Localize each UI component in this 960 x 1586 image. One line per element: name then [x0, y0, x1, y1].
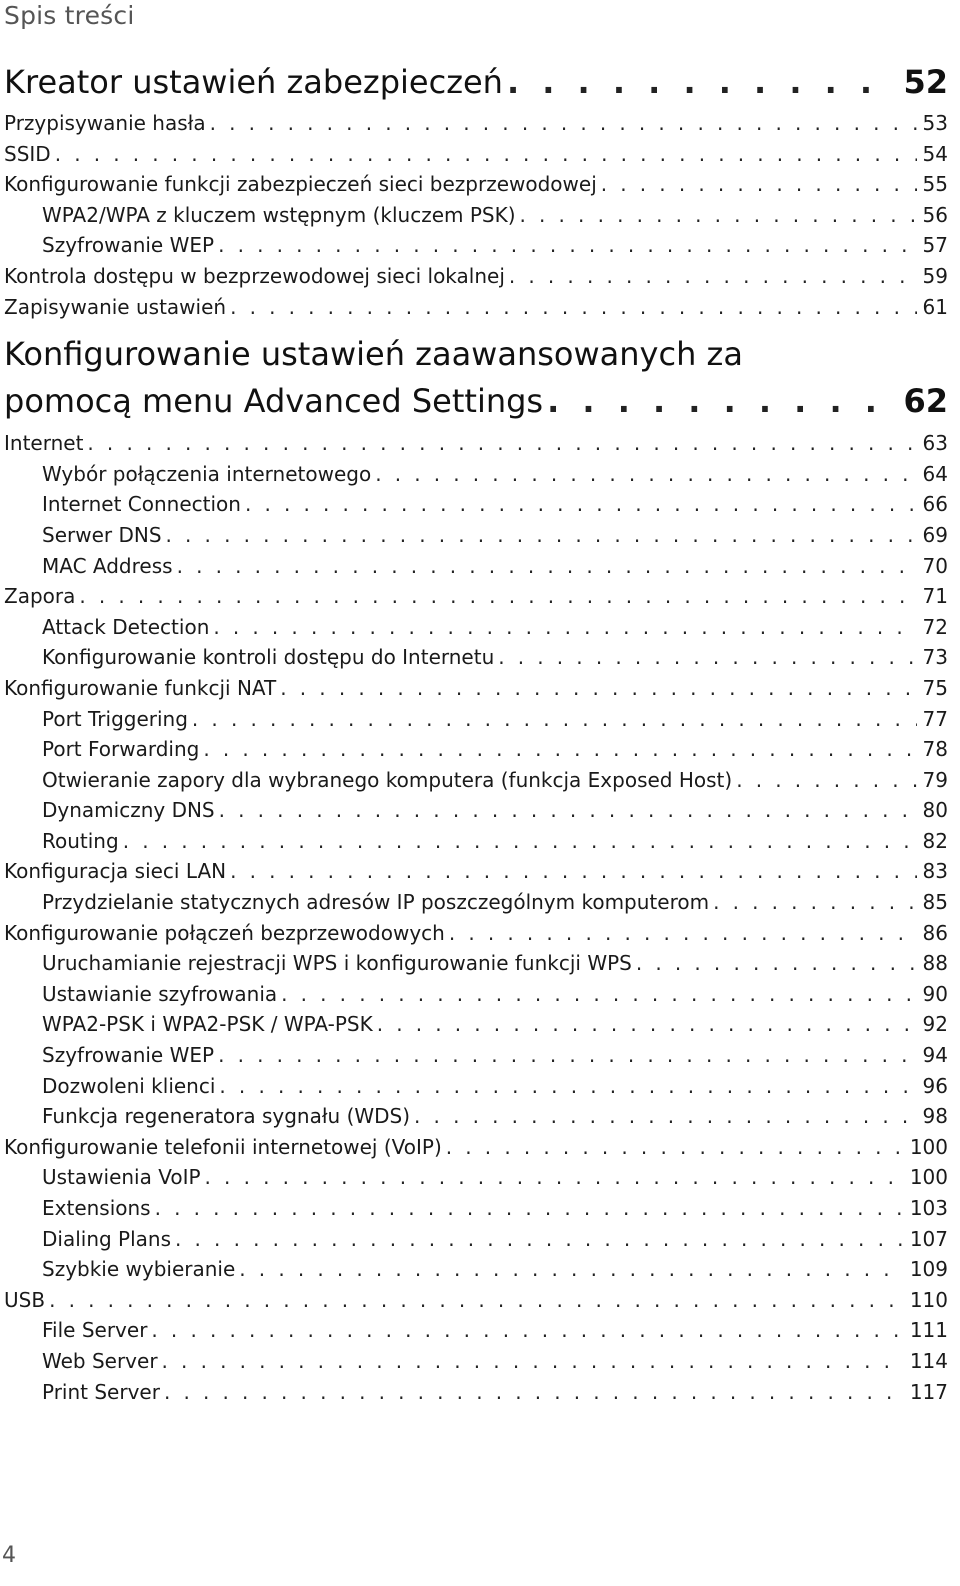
toc-entry[interactable]: [0, 200, 948, 231]
toc-chapter-title: Kreator ustawień zabezpieczeń: [4, 63, 503, 101]
toc-entry-page: 55: [922, 172, 948, 197]
toc-entry-title: MAC Address: [42, 553, 173, 578]
toc-entry-title: Szyfrowanie WEP: [42, 233, 215, 258]
toc-entry-page: 114: [909, 1348, 948, 1373]
toc-entry[interactable]: [0, 642, 948, 673]
toc-entry-title: WPA2/WPA z kluczem wstępnym (kluczem PSK): [42, 202, 516, 227]
toc-leader-dots: [713, 887, 916, 918]
toc-entry[interactable]: [0, 1071, 948, 1102]
toc-leader-dots: [245, 489, 917, 520]
toc-leader-dots: [509, 261, 917, 292]
toc-entry-title: Internet Connection: [42, 492, 241, 517]
toc-entries: [0, 108, 948, 322]
toc-leader-dots: [520, 200, 917, 231]
toc-entry-title: Wybór połączenia internetowego: [42, 461, 372, 486]
toc-entry[interactable]: [0, 292, 948, 323]
toc-chapter[interactable]: [0, 56, 948, 108]
toc-leader-dots: [192, 704, 917, 735]
page-header-title: Spis treści: [4, 1, 135, 30]
toc-entry-title: Extensions: [42, 1196, 151, 1220]
toc-leader-dots: [151, 1315, 903, 1346]
toc-leader-dots: [123, 826, 917, 857]
toc-entry[interactable]: [0, 856, 948, 887]
toc-entry-title: Dynamiczny DNS: [42, 798, 215, 823]
toc-entry-page: 117: [909, 1379, 948, 1404]
toc-entry-title: Ustawienia VoIP: [42, 1165, 201, 1190]
toc-entry-title: Web Server: [42, 1348, 158, 1373]
toc-entry[interactable]: [0, 1040, 948, 1071]
toc-entry-page: 61: [922, 294, 948, 319]
toc-entry-title: Funkcja regeneratora sygnału (WDS): [42, 1104, 411, 1129]
toc-entry-title: Konfigurowanie połączeń bezprzewodowych: [4, 920, 445, 945]
toc-leader-dots: [281, 979, 916, 1010]
toc-leader-dots: [239, 1254, 904, 1285]
toc-leader-dots: [205, 1162, 904, 1193]
table-of-contents: [0, 56, 948, 1407]
toc-entry-title: Port Triggering: [42, 706, 188, 731]
toc-leader-dots: [601, 169, 917, 200]
toc-entry[interactable]: [0, 489, 948, 520]
toc-leader-dots: [375, 459, 916, 490]
toc-entry[interactable]: [0, 1285, 948, 1316]
toc-entry-page: 83: [922, 859, 948, 884]
toc-entry-page: 100: [909, 1134, 948, 1159]
toc-entry-page: 100: [909, 1165, 948, 1190]
toc-leader-dots: [55, 139, 917, 170]
toc-entry-page: 73: [922, 645, 948, 670]
toc-entry-page: 78: [922, 737, 948, 762]
toc-entry-title: Zapisywanie ustawień: [4, 294, 227, 319]
toc-entry[interactable]: [0, 1346, 948, 1377]
toc-entry-title: Routing: [42, 828, 119, 853]
toc-entry[interactable]: [0, 612, 948, 643]
toc-leader-dots: [164, 1377, 904, 1408]
toc-entry-page: 66: [922, 492, 948, 517]
toc-entry[interactable]: [0, 1193, 948, 1224]
toc-leader-dots: [87, 428, 916, 459]
toc-entry[interactable]: [0, 1009, 948, 1040]
toc-entry-title: Uruchamianie rejestracji WPS i konfigurowanie funkcji WPS: [42, 951, 632, 976]
toc-entry-page: 72: [922, 614, 948, 639]
toc-entry[interactable]: [0, 520, 948, 551]
toc-leader-dots: [230, 292, 916, 323]
toc-leader-dots: [175, 1224, 904, 1255]
toc-entry-page: 63: [922, 431, 948, 456]
toc-entry[interactable]: [0, 979, 948, 1010]
toc-entry-title: Zapora: [4, 584, 76, 609]
toc-entry[interactable]: [0, 139, 948, 170]
toc-entry-page: 88: [922, 951, 948, 976]
toc-entry[interactable]: [0, 459, 948, 490]
toc-entry-title: Dozwoleni klienci: [42, 1073, 216, 1098]
toc-entry-page: 98: [922, 1104, 948, 1129]
toc-entry[interactable]: [0, 795, 948, 826]
toc-chapter-title: pomocą menu Advanced Settings: [4, 382, 544, 421]
toc-entry-title: Kontrola dostępu w bezprzewodowej sieci lokalnej: [4, 263, 505, 288]
toc-entry-title: USB: [4, 1287, 46, 1312]
toc-entry[interactable]: [0, 826, 948, 857]
toc-entry[interactable]: [0, 1132, 948, 1163]
toc-leader-dots: [218, 230, 916, 261]
toc-leader-dots: [155, 1193, 904, 1224]
toc-chapter[interactable]: [0, 378, 948, 424]
toc-entry-page: 90: [922, 981, 948, 1006]
toc-entry-title: Konfigurowanie telefonii internetowej (VoIP): [4, 1134, 442, 1159]
toc-entry-page: 94: [922, 1043, 948, 1068]
toc-entry-page: 86: [922, 920, 948, 945]
toc-entry[interactable]: [0, 1377, 948, 1408]
toc-leader-dots: [177, 551, 917, 582]
toc-entry[interactable]: [0, 230, 948, 261]
toc-entry-page: 96: [922, 1073, 948, 1098]
toc-entry[interactable]: [0, 1162, 948, 1193]
toc-entry[interactable]: [0, 673, 948, 704]
toc-entry-title: Port Forwarding: [42, 737, 200, 762]
toc-entry-title: Dialing Plans: [42, 1226, 172, 1251]
toc-entry[interactable]: [0, 1254, 948, 1285]
toc-entry-title: Konfigurowanie kontroli dostępu do Internetu: [42, 645, 495, 670]
toc-chapter-page: 62: [903, 382, 948, 421]
toc-entry-page: 69: [922, 522, 948, 547]
toc-entry-page: 82: [922, 828, 948, 853]
toc-entry-title: Szybkie wybieranie: [42, 1257, 236, 1282]
toc-leader-dots: [230, 856, 916, 887]
toc-leader-dots: [213, 612, 916, 643]
toc-entry-page: 75: [922, 675, 948, 700]
toc-entry-title: WPA2-PSK i WPA2-PSK / WPA-PSK: [42, 1012, 373, 1037]
toc-entry-title: SSID: [4, 141, 51, 166]
toc-entry-page: 107: [909, 1226, 948, 1251]
toc-entry-page: 85: [922, 890, 948, 915]
toc-entries: [0, 428, 948, 1407]
toc-entry-page: 77: [922, 706, 948, 731]
toc-entry-page: 71: [922, 584, 948, 609]
toc-entry-page: 56: [922, 202, 948, 227]
toc-entry-title: Print Server: [42, 1379, 160, 1404]
toc-entry[interactable]: [0, 704, 948, 735]
toc-entry-page: 57: [922, 233, 948, 258]
toc-entry-page: 59: [922, 263, 948, 288]
toc-entry[interactable]: [0, 734, 948, 765]
toc-entry-page: 103: [909, 1196, 948, 1220]
toc-entry-title: Otwieranie zapory dla wybranego komputera (funkcja Exposed Host): [42, 767, 733, 792]
toc-leader-dots: [166, 520, 917, 551]
toc-leader-dots: [736, 765, 916, 796]
toc-entry[interactable]: [0, 108, 948, 139]
toc-leader-dots: [203, 734, 916, 765]
toc-entry-page: 111: [909, 1318, 948, 1343]
toc-entry-title: Przypisywanie hasła: [4, 111, 206, 135]
toc-entry-page: 53: [922, 111, 948, 135]
toc-entry-page: 54: [922, 141, 948, 166]
toc-leader-dots: [49, 1285, 904, 1316]
toc-entry[interactable]: [0, 261, 948, 292]
toc-leader-dots: [449, 918, 917, 949]
toc-entry-title: Serwer DNS: [42, 522, 162, 547]
toc-entry[interactable]: [0, 1101, 948, 1132]
toc-entry-page: 109: [909, 1257, 948, 1282]
toc-leader-dots: [79, 581, 916, 612]
toc-entry[interactable]: [0, 581, 948, 612]
toc-entry-title: File Server: [42, 1318, 148, 1343]
toc-entry-title: Internet: [4, 431, 84, 456]
toc-leader-dots: [280, 673, 916, 704]
toc-entry-title: Ustawianie szyfrowania: [42, 981, 278, 1006]
toc-entry-title: Attack Detection: [42, 614, 210, 639]
toc-entry-title: Konfiguracja sieci LAN: [4, 859, 227, 884]
toc-entry-page: 80: [922, 798, 948, 823]
toc-entry-page: 64: [922, 461, 948, 486]
toc-entry-title: Przydzielanie statycznych adresów IP poszczególnym komputerom: [42, 890, 710, 915]
toc-entry[interactable]: [0, 765, 948, 796]
toc-leader-dots: [498, 642, 916, 673]
toc-entry[interactable]: [0, 1315, 948, 1346]
toc-entry-page: 79: [922, 767, 948, 792]
toc-entry-title: Szyfrowanie WEP: [42, 1043, 215, 1068]
toc-leader-dots: [162, 1346, 904, 1377]
toc-entry[interactable]: [0, 918, 948, 949]
toc-chapter-title-line1: Konfigurowanie ustawień zaawansowanych za: [4, 335, 743, 374]
toc-leader-dots: [219, 1071, 916, 1102]
toc-entry[interactable]: [0, 428, 948, 459]
toc-entry[interactable]: [0, 169, 948, 200]
toc-entry-title: Konfigurowanie funkcji zabezpieczeń sieci bezprzewodowej: [4, 172, 597, 197]
toc-leader-dots: [210, 108, 917, 139]
toc-entry[interactable]: [0, 948, 948, 979]
toc-entry-page: 92: [922, 1012, 948, 1037]
toc-leader-dots: [636, 948, 917, 979]
toc-entry-page: 110: [909, 1287, 948, 1312]
toc-leader-dots: [219, 795, 917, 826]
toc-leader-dots: [218, 1040, 916, 1071]
toc-entry-title: Konfigurowanie funkcji NAT: [4, 675, 277, 700]
toc-entry-page: 70: [922, 553, 948, 578]
toc-leader-dots: [547, 378, 897, 424]
toc-entry[interactable]: [0, 1224, 948, 1255]
page-number: 4: [2, 1543, 16, 1568]
toc-leader-dots: [414, 1101, 917, 1132]
toc-chapter-page: 52: [903, 63, 948, 101]
toc-leader-dots: [446, 1132, 904, 1163]
toc-leader-dots: [377, 1009, 917, 1040]
toc-entry[interactable]: [0, 887, 948, 918]
toc-leader-dots: [507, 56, 898, 108]
toc-entry[interactable]: [0, 551, 948, 582]
